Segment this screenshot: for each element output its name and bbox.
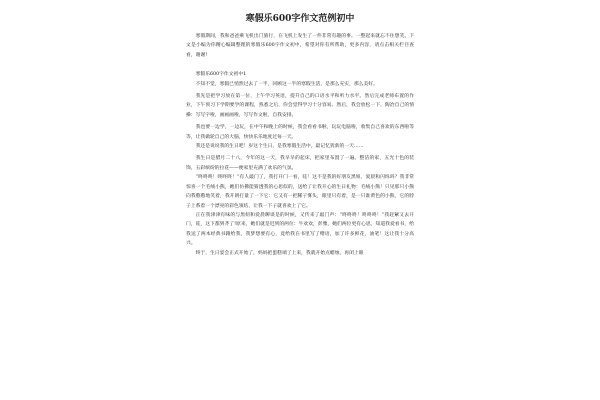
intro-paragraph: 寒假期间，我和爸爸乘飞机出门旅行，在飞机上发生了一件非常有趣的事。一整起来就忘不住想笑。下文是小编为你精心编辑整理的寒假乐600字作文初中，希望对你有所帮助，更多内容，请点击相关栏目查看，谢谢!	[186, 34, 414, 58]
body-paragraph: 终于，生日宴会正式开始了，妈妈把蛋糕端了上来，我就开始点蜡烛，再闭上眼	[195, 250, 364, 256]
section-heading: 寒假乐600字作文初中1	[195, 72, 247, 78]
document-page	[186, 8, 414, 400]
body-paragraph: 我也要一边学，一边玩，在中午和晚上的时候，我会看看书啦，玩玩电脑啦，收集自己喜欢的东西啦等等，让我做轮自己的大脑，快快乐乐地度过每一天。	[186, 125, 414, 140]
spacer	[186, 60, 414, 70]
document-title: 寒假乐600字作文范例初中	[245, 14, 355, 24]
body-paragraph: 我先是把学习放在第一位，上午学习英语，提升自己的口语水平和听力水平。然后完成老师布置的作业，下午预习下学期要学的课程，熟悉之后，你会觉得学习十分容易。然后，我会放松一下，陶冶自己的情操：写写字啦，画画画啦，写写作文啦，自我安排。	[186, 94, 414, 118]
body-paragraph: 我生日是腊月二十八，今年的这一天，我早早的起床，把家里布置了一遍。整洁的家，五光十色的装饰，五彩缤纷的拉花——便家里充满了欢乐的气氛。	[186, 156, 414, 171]
body-paragraph: 我还是说说我的生日吧！岁这个生日，是我寒假生活中，最记忆犹新的一天……	[195, 144, 364, 150]
body-paragraph: 正在我津津有味的与黑妞和爱晨聊谈是的时候，又传来了敲门声：“咚咚咚！咚咚咚！”我赶紧又去开门，哇，这下都到齐了!原来，她们就是迟到的两位：牛欢欢，彭雅，她们两位更有心思，知道我爱看书，给我送了两本经典书籍给我，我梦想要有心，竟给我在书里写了赠语，加了许多鲜花，油笔！这让我十分高兴。	[186, 212, 414, 247]
body-paragraph: 不知不觉，寒假已悄然过去了一半，回顾这一半的寒假生活，是那么充实，那么美好。	[195, 81, 378, 87]
body-paragraph: “咚咚咚！咚咚咚！”有人敲门了，我打开门一看，哇！这不是我的好朋友黑妞、爱晨和闪烁吗？我非常惊喜一个毛绒小熊，她们仿佛能猜透我的心思似的，送给了让我开心的生日礼物：毛绒小熊！只见那只小熊向我憨憨地笑着，我开朗打量了一下它：它又有一把稀子雾头，眼里只有着，是一只谁黄色的小熊，它的脖子上系着一个漂亮的彩色领结，让我一下子就喜欢上了它。	[186, 175, 414, 209]
